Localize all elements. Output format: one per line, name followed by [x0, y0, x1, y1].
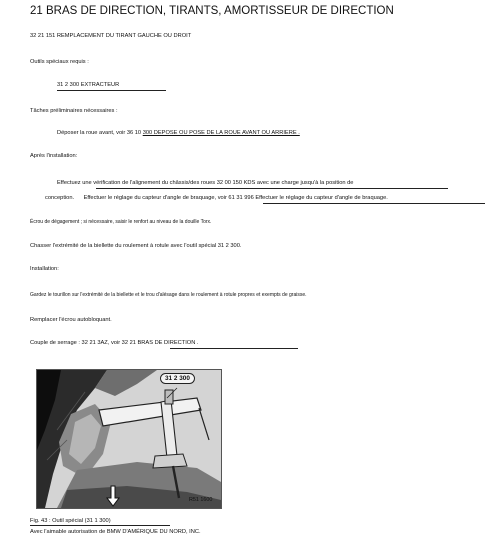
replace-nut-instruction: Remplacer l'écrou autobloquant. [30, 317, 112, 323]
keep-clean-instruction: Gardez le tourillon sur l'extrémité de la biellette et le trou d'alésage dans le roulement à rotule propres et exempts de graisse. [30, 292, 307, 298]
special-tool-figure [36, 369, 222, 509]
special-tool-underline [57, 90, 166, 91]
remove-wheel-link[interactable]: 300 DEPOSE OU POSE DE LA ROUE AVANT OU ARRIERE . [142, 130, 300, 136]
torque-text: Couple de serrage : 32 21 3AZ, voir 32 21 BRA [30, 340, 150, 346]
special-tool-link[interactable]: 31 2 300 EXTRACTEUR [57, 82, 120, 88]
figure-caption: Fig. 43 : Outil spécial (31 1 300) [30, 518, 111, 524]
alignment-text: Effectuez u [57, 180, 86, 186]
preliminary-tasks-label: Tâches préliminaires nécessaires : [30, 108, 118, 114]
torque-link-underline [170, 348, 298, 349]
release-nut-note: Écrou de dégagement ; si nécessaire, saisir le renfort au niveau de la douille Torx. [30, 219, 212, 225]
installation-label: Installation: [30, 266, 59, 272]
conception-text: conception. [45, 195, 75, 201]
torque-link[interactable]: S DE DIRECTION . [149, 340, 199, 346]
chase-tie-rod-instruction: Chasser l'extrémité de la biellette du roulement à rotule avec l'outil spécial 31 2 300. [30, 243, 242, 249]
preliminary-task-text: Déposer la roue avant, voir 36 10 [57, 130, 143, 136]
credit-line: Avec l'aimable autorisation de BMW D'AMÉRIQUE DU NORD, INC. [30, 529, 201, 535]
steering-sensor-underline [263, 203, 485, 204]
alignment-check-link[interactable]: ne vérification de l'alignement du châssis/des roues 32 00 150 KDS avec une charge jusqu'à la position de [85, 180, 354, 186]
figure-caption-underline [30, 525, 170, 526]
page-title: 21 BRAS DE DIRECTION, TIRANTS, AMORTISSEUR DE DIRECTION [30, 5, 394, 17]
preliminary-task [57, 130, 300, 137]
tool-callout-tag: 31 2 300 [160, 373, 195, 384]
special-tools-label: Outils spéciaux requis : [30, 59, 89, 65]
alignment-instruction [57, 180, 353, 187]
torque-instruction [30, 340, 199, 347]
steering-sensor-text: Effectuer le réglage du capteur d'angle de braquage [83, 195, 215, 201]
procedure-subtitle: 32 21 151 REMPLACEMENT DU TIRANT GAUCHE OU DROIT [30, 33, 192, 39]
after-installation-label: Après l'installation: [30, 153, 78, 159]
steering-sensor-instruction [45, 195, 388, 202]
figure-reference-code: R51 1600 [189, 497, 213, 503]
tool-illustration [37, 370, 221, 508]
steering-sensor-link[interactable]: , voir 61 31 996 Effectuer le réglage du capteur d'angle de braquage. [214, 195, 388, 201]
alignment-link-underline [96, 188, 448, 189]
